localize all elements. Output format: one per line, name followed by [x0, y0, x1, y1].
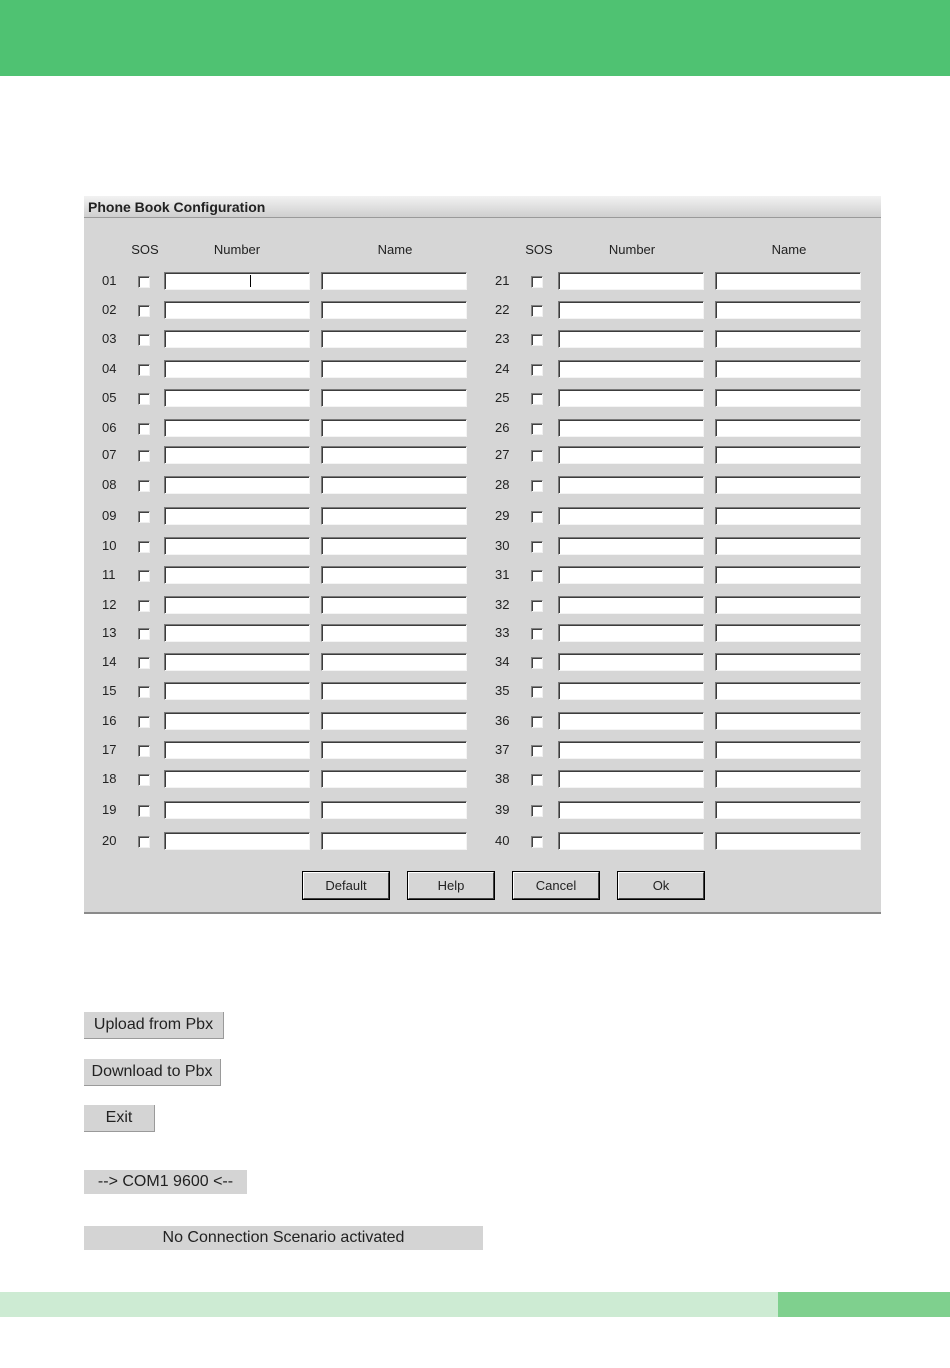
row-number-right: 27 — [495, 447, 510, 462]
number-field[interactable] — [164, 537, 310, 555]
text-cursor — [250, 275, 251, 287]
name-field[interactable] — [715, 360, 861, 378]
row-number-right: 21 — [495, 273, 510, 288]
name-field[interactable] — [321, 537, 467, 555]
name-field[interactable] — [715, 446, 861, 464]
sos-checkbox[interactable] — [531, 393, 543, 405]
sos-checkbox[interactable] — [531, 570, 543, 582]
number-field[interactable] — [558, 476, 704, 494]
number-header-right: Number — [608, 242, 656, 257]
number-field[interactable] — [558, 507, 704, 525]
row-number-left: 03 — [102, 331, 117, 346]
cancel-button[interactable]: Cancel — [513, 872, 599, 899]
sos-checkbox[interactable] — [138, 686, 150, 698]
number-field[interactable] — [164, 272, 310, 290]
row-number-left: 11 — [102, 567, 116, 582]
name-field[interactable] — [321, 712, 467, 730]
name-field[interactable] — [321, 419, 467, 437]
sos-checkbox[interactable] — [138, 600, 150, 612]
sos-checkbox[interactable] — [138, 745, 150, 757]
sos-checkbox[interactable] — [531, 541, 543, 553]
row-number-left: 16 — [102, 713, 117, 728]
top-header-band — [0, 0, 950, 76]
sos-checkbox[interactable] — [138, 541, 150, 553]
name-field[interactable] — [321, 507, 467, 525]
sos-checkbox[interactable] — [531, 774, 543, 786]
row-number-right: 40 — [495, 833, 510, 848]
number-header-left: Number — [213, 242, 261, 257]
sos-checkbox[interactable] — [138, 511, 150, 523]
name-field[interactable] — [715, 566, 861, 584]
number-field[interactable] — [558, 596, 704, 614]
sos-checkbox[interactable] — [138, 774, 150, 786]
name-field[interactable] — [321, 770, 467, 788]
row-number-left: 06 — [102, 420, 117, 435]
number-field[interactable] — [558, 832, 704, 850]
sos-checkbox[interactable] — [138, 836, 150, 848]
number-field[interactable] — [164, 330, 310, 348]
row-number-left: 02 — [102, 302, 117, 317]
row-number-left: 14 — [102, 654, 117, 669]
number-field[interactable] — [164, 624, 310, 642]
sos-checkbox[interactable] — [138, 716, 150, 728]
name-field[interactable] — [715, 741, 861, 759]
upload-from-pbx-button[interactable]: Upload from Pbx — [84, 1012, 224, 1039]
row-number-left: 10 — [102, 538, 117, 553]
sos-checkbox[interactable] — [138, 276, 150, 288]
sos-checkbox[interactable] — [531, 334, 543, 346]
sos-header-right: SOS — [525, 242, 553, 257]
row-number-left: 15 — [102, 683, 117, 698]
name-field[interactable] — [321, 389, 467, 407]
sos-checkbox[interactable] — [531, 836, 543, 848]
name-field[interactable] — [715, 272, 861, 290]
row-number-left: 07 — [102, 447, 117, 462]
row-number-right: 34 — [495, 654, 510, 669]
name-field[interactable] — [321, 446, 467, 464]
number-field[interactable] — [558, 682, 704, 700]
name-field[interactable] — [715, 476, 861, 494]
number-field[interactable] — [558, 301, 704, 319]
sos-checkbox[interactable] — [138, 423, 150, 435]
name-header-right: Name — [771, 242, 807, 257]
row-number-left: 05 — [102, 390, 117, 405]
number-field[interactable] — [558, 272, 704, 290]
name-field[interactable] — [715, 832, 861, 850]
row-number-right: 39 — [495, 802, 510, 817]
footer-band-light — [0, 1292, 778, 1317]
row-number-left: 13 — [102, 625, 117, 640]
name-header-left: Name — [377, 242, 413, 257]
row-number-left: 04 — [102, 361, 117, 376]
row-number-left: 19 — [102, 802, 117, 817]
row-number-right: 38 — [495, 771, 510, 786]
name-field[interactable] — [715, 770, 861, 788]
sos-checkbox[interactable] — [531, 511, 543, 523]
number-field[interactable] — [164, 770, 310, 788]
name-field[interactable] — [715, 419, 861, 437]
help-button[interactable]: Help — [408, 872, 494, 899]
number-field[interactable] — [164, 476, 310, 494]
number-field[interactable] — [164, 712, 310, 730]
sos-checkbox[interactable] — [531, 305, 543, 317]
name-field[interactable] — [715, 624, 861, 642]
sos-checkbox[interactable] — [531, 450, 543, 462]
name-field[interactable] — [321, 741, 467, 759]
sos-header-left: SOS — [131, 242, 159, 257]
name-field[interactable] — [715, 801, 861, 819]
name-field[interactable] — [321, 476, 467, 494]
name-field[interactable] — [321, 801, 467, 819]
row-number-left: 20 — [102, 833, 117, 848]
number-field[interactable] — [558, 770, 704, 788]
sos-checkbox[interactable] — [531, 657, 543, 669]
row-number-right: 24 — [495, 361, 510, 376]
sos-checkbox[interactable] — [138, 657, 150, 669]
row-number-right: 32 — [495, 597, 510, 612]
exit-button[interactable]: Exit — [84, 1105, 155, 1132]
sos-checkbox[interactable] — [531, 364, 543, 376]
row-number-right: 26 — [495, 420, 510, 435]
name-field[interactable] — [321, 272, 467, 290]
name-field[interactable] — [321, 624, 467, 642]
name-field[interactable] — [715, 653, 861, 671]
number-field[interactable] — [164, 741, 310, 759]
number-field[interactable] — [558, 360, 704, 378]
sos-checkbox[interactable] — [531, 686, 543, 698]
row-number-left: 01 — [102, 273, 117, 288]
sos-checkbox[interactable] — [138, 305, 150, 317]
sos-checkbox[interactable] — [531, 276, 543, 288]
row-number-right: 23 — [495, 331, 510, 346]
phone-book-dialog — [84, 196, 881, 914]
name-field[interactable] — [321, 653, 467, 671]
name-field[interactable] — [321, 301, 467, 319]
download-to-pbx-button[interactable]: Download to Pbx — [84, 1059, 221, 1086]
number-field[interactable] — [164, 566, 310, 584]
number-field[interactable] — [164, 653, 310, 671]
sos-checkbox[interactable] — [531, 716, 543, 728]
dialog-title: Phone Book Configuration — [84, 196, 881, 218]
row-number-right: 36 — [495, 713, 510, 728]
sos-checkbox[interactable] — [531, 600, 543, 612]
sos-checkbox[interactable] — [138, 364, 150, 376]
number-field[interactable] — [164, 419, 310, 437]
number-field[interactable] — [558, 537, 704, 555]
number-field[interactable] — [558, 801, 704, 819]
name-field[interactable] — [715, 507, 861, 525]
number-field[interactable] — [164, 446, 310, 464]
name-field[interactable] — [715, 682, 861, 700]
row-number-right: 25 — [495, 390, 510, 405]
ok-button[interactable]: Ok — [618, 872, 704, 899]
row-number-right: 31 — [495, 567, 510, 582]
number-field[interactable] — [558, 624, 704, 642]
number-field[interactable] — [558, 419, 704, 437]
com-port-status: --> COM1 9600 <-- — [84, 1170, 247, 1194]
default-button[interactable]: Default — [303, 872, 389, 899]
sos-checkbox[interactable] — [531, 745, 543, 757]
name-field[interactable] — [715, 596, 861, 614]
number-field[interactable] — [164, 596, 310, 614]
sos-checkbox[interactable] — [138, 334, 150, 346]
sos-checkbox[interactable] — [531, 423, 543, 435]
row-number-left: 08 — [102, 477, 117, 492]
row-number-right: 30 — [495, 538, 510, 553]
name-field[interactable] — [321, 682, 467, 700]
row-number-left: 17 — [102, 742, 117, 757]
sos-checkbox[interactable] — [138, 628, 150, 640]
name-field[interactable] — [321, 832, 467, 850]
number-field[interactable] — [558, 446, 704, 464]
scenario-status: No Connection Scenario activated — [84, 1226, 483, 1250]
row-number-right: 29 — [495, 508, 510, 523]
number-field[interactable] — [558, 330, 704, 348]
name-field[interactable] — [321, 596, 467, 614]
sos-checkbox[interactable] — [138, 480, 150, 492]
row-number-right: 28 — [495, 477, 510, 492]
row-number-right: 35 — [495, 683, 510, 698]
number-field[interactable] — [164, 507, 310, 525]
name-field[interactable] — [321, 330, 467, 348]
number-field[interactable] — [558, 389, 704, 407]
number-field[interactable] — [164, 360, 310, 378]
row-number-right: 22 — [495, 302, 510, 317]
name-field[interactable] — [715, 301, 861, 319]
name-field[interactable] — [715, 712, 861, 730]
footer-band-dark — [778, 1292, 950, 1317]
number-field[interactable] — [164, 801, 310, 819]
sos-checkbox[interactable] — [531, 628, 543, 640]
name-field[interactable] — [715, 537, 861, 555]
name-field[interactable] — [321, 360, 467, 378]
sos-checkbox[interactable] — [138, 570, 150, 582]
row-number-left: 09 — [102, 508, 117, 523]
number-field[interactable] — [558, 712, 704, 730]
name-field[interactable] — [715, 389, 861, 407]
number-field[interactable] — [558, 566, 704, 584]
number-field[interactable] — [558, 653, 704, 671]
number-field[interactable] — [164, 301, 310, 319]
sos-checkbox[interactable] — [138, 805, 150, 817]
number-field[interactable] — [558, 741, 704, 759]
number-field[interactable] — [164, 682, 310, 700]
row-number-right: 33 — [495, 625, 510, 640]
name-field[interactable] — [321, 566, 467, 584]
number-field[interactable] — [164, 389, 310, 407]
row-number-left: 18 — [102, 771, 117, 786]
row-number-right: 37 — [495, 742, 510, 757]
sos-checkbox[interactable] — [138, 450, 150, 462]
name-field[interactable] — [715, 330, 861, 348]
sos-checkbox[interactable] — [531, 805, 543, 817]
sos-checkbox[interactable] — [531, 480, 543, 492]
sos-checkbox[interactable] — [138, 393, 150, 405]
row-number-left: 12 — [102, 597, 117, 612]
number-field[interactable] — [164, 832, 310, 850]
